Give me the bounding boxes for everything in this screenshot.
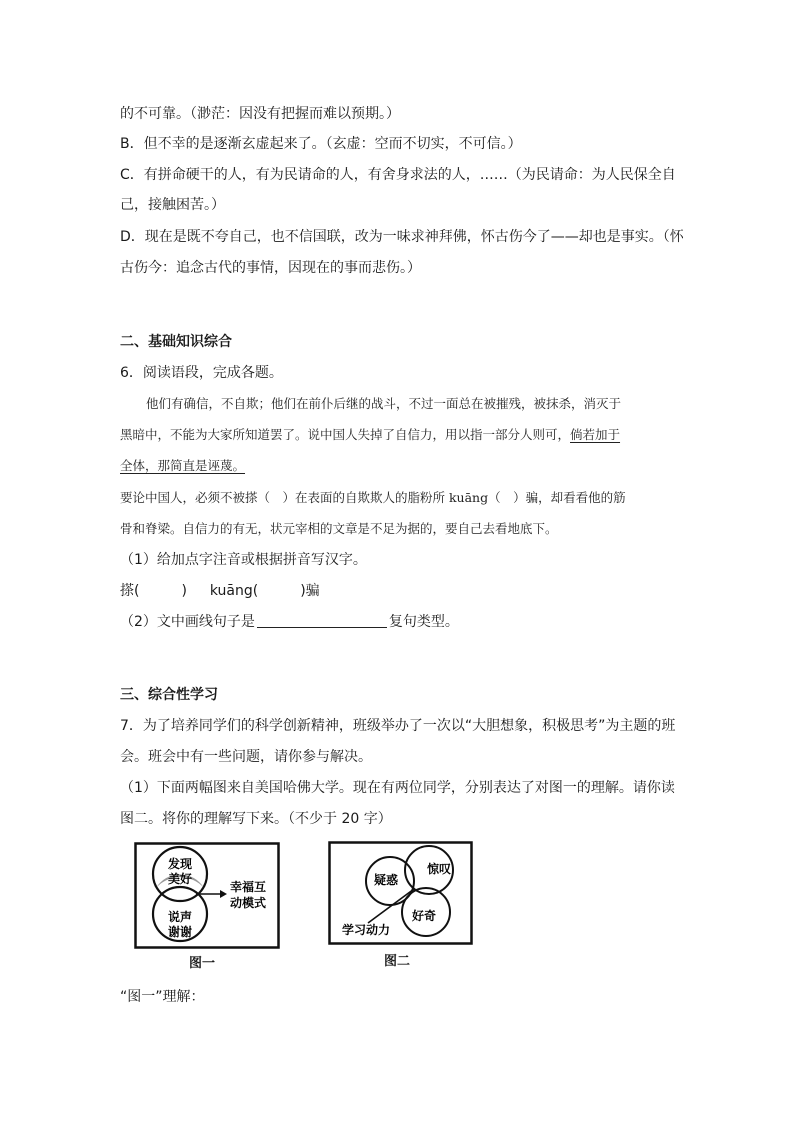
q7-sub1-line1: （1）下面两幅图来自美国哈佛大学。现在有两位同学，分别表达了对图一的理解。请你读 (120, 780, 675, 796)
fig2-pointer-label: 学习动力 (342, 923, 391, 937)
q5-option-d-line2: 古伤今：追念古代的事情，因现在的事而悲伤。） (120, 260, 421, 276)
answer-blank-cha[interactable]: 搽( ) (120, 583, 187, 599)
q5-option-c-line1: C．有拼命硬干的人，有为民请命的人，有舍身求法的人，……（为民请命：为人民保全自 (120, 167, 676, 183)
fig2-left-label: 疑惑 (374, 873, 399, 887)
fig2-bottom-label: 好奇 (412, 909, 437, 923)
figure-one-diagram (134, 842, 282, 950)
passage-line5: 骨和脊梁。自信力的有无，状元宰相的文章是不足为据的，要自己去看地底下。 (120, 521, 558, 536)
q5-line1: 的不可靠。（渺茫：因没有把握而难以预期。） (120, 106, 400, 122)
underlined-sentence-end: 全体，那简直是诬蔑。 (120, 458, 246, 473)
underlined-sentence-start: 倘若加于 (570, 427, 621, 442)
passage-line3 (120, 456, 245, 476)
fig1-bottom-label-2: 谢谢 (167, 925, 193, 939)
passage-line2 (120, 425, 620, 445)
fig1-result-label-2: 动模式 (230, 896, 267, 910)
answer-blank-kuang[interactable]: kuāng( )骗 (209, 583, 320, 599)
section2-heading: 二、基础知识综合 (120, 334, 232, 350)
q6-sub1-answers (120, 581, 320, 601)
passage-line4: 要论中国人，必须不被搽（ ）在表面的自欺欺人的脂粉所 kuāng（ ）骗，却看看他的筋 (120, 490, 626, 505)
figure-two-diagram (328, 841, 474, 946)
q5-option-d-line1: D．现在是既不夸自己，也不信国联，改为一味求神拜佛，怀古伤今了——却也是事实。（怀 (120, 229, 684, 245)
q6-sub1: （1）给加点字注音或根据拼音写汉字。 (120, 552, 367, 568)
q5-option-b: B．但不幸的是逐渐玄虚起来了。（玄虚：空而不切实，不可信。） (120, 136, 522, 152)
q7-sub1-line2: 图二。将你的理解写下来。（不少于 20 字） (120, 811, 392, 827)
q6-sub2 (120, 612, 459, 632)
fig1-top-label-1: 发现 (167, 857, 193, 871)
fig1-bottom-label-1: 说声 (167, 910, 193, 924)
q7-line2: 会。班会中有一些问题，请你参与解决。 (120, 749, 372, 765)
fig2-right-label: 惊叹 (427, 862, 452, 876)
passage-line1: 他们有确信，不自欺；他们在前仆后继的战斗，不过一面总在被摧残，被抹杀，消灭于 (146, 396, 622, 411)
q5-option-c-line2: 己，接触困苦。） (120, 197, 225, 213)
fig1-top-label-2: 美好 (167, 872, 193, 886)
figure-one-caption: 图一 (189, 956, 216, 971)
q6-sub2-suffix: 复句类型。 (388, 614, 459, 630)
section3-heading: 三、综合性学习 (120, 687, 218, 703)
fig1-result-label-1: 幸福互 (230, 880, 267, 894)
q7-line1: 7．为了培养同学们的科学创新精神，班级举办了一次以“大胆想象，积极思考”为主题的班 (120, 718, 676, 734)
answer-prompt: “图一”理解： (120, 989, 205, 1005)
passage-line2-text: 黑暗中，不能为大家所知道罢了。说中国人失掉了自信力，用以指一部分人则可， (120, 427, 571, 442)
q6-stem: 6．阅读语段，完成各题。 (120, 365, 283, 381)
q6-sub2-text: （2）文中画线句子是 (120, 614, 255, 630)
figure-two-caption: 图二 (384, 954, 411, 969)
answer-blank-sentence-type[interactable] (257, 613, 387, 628)
